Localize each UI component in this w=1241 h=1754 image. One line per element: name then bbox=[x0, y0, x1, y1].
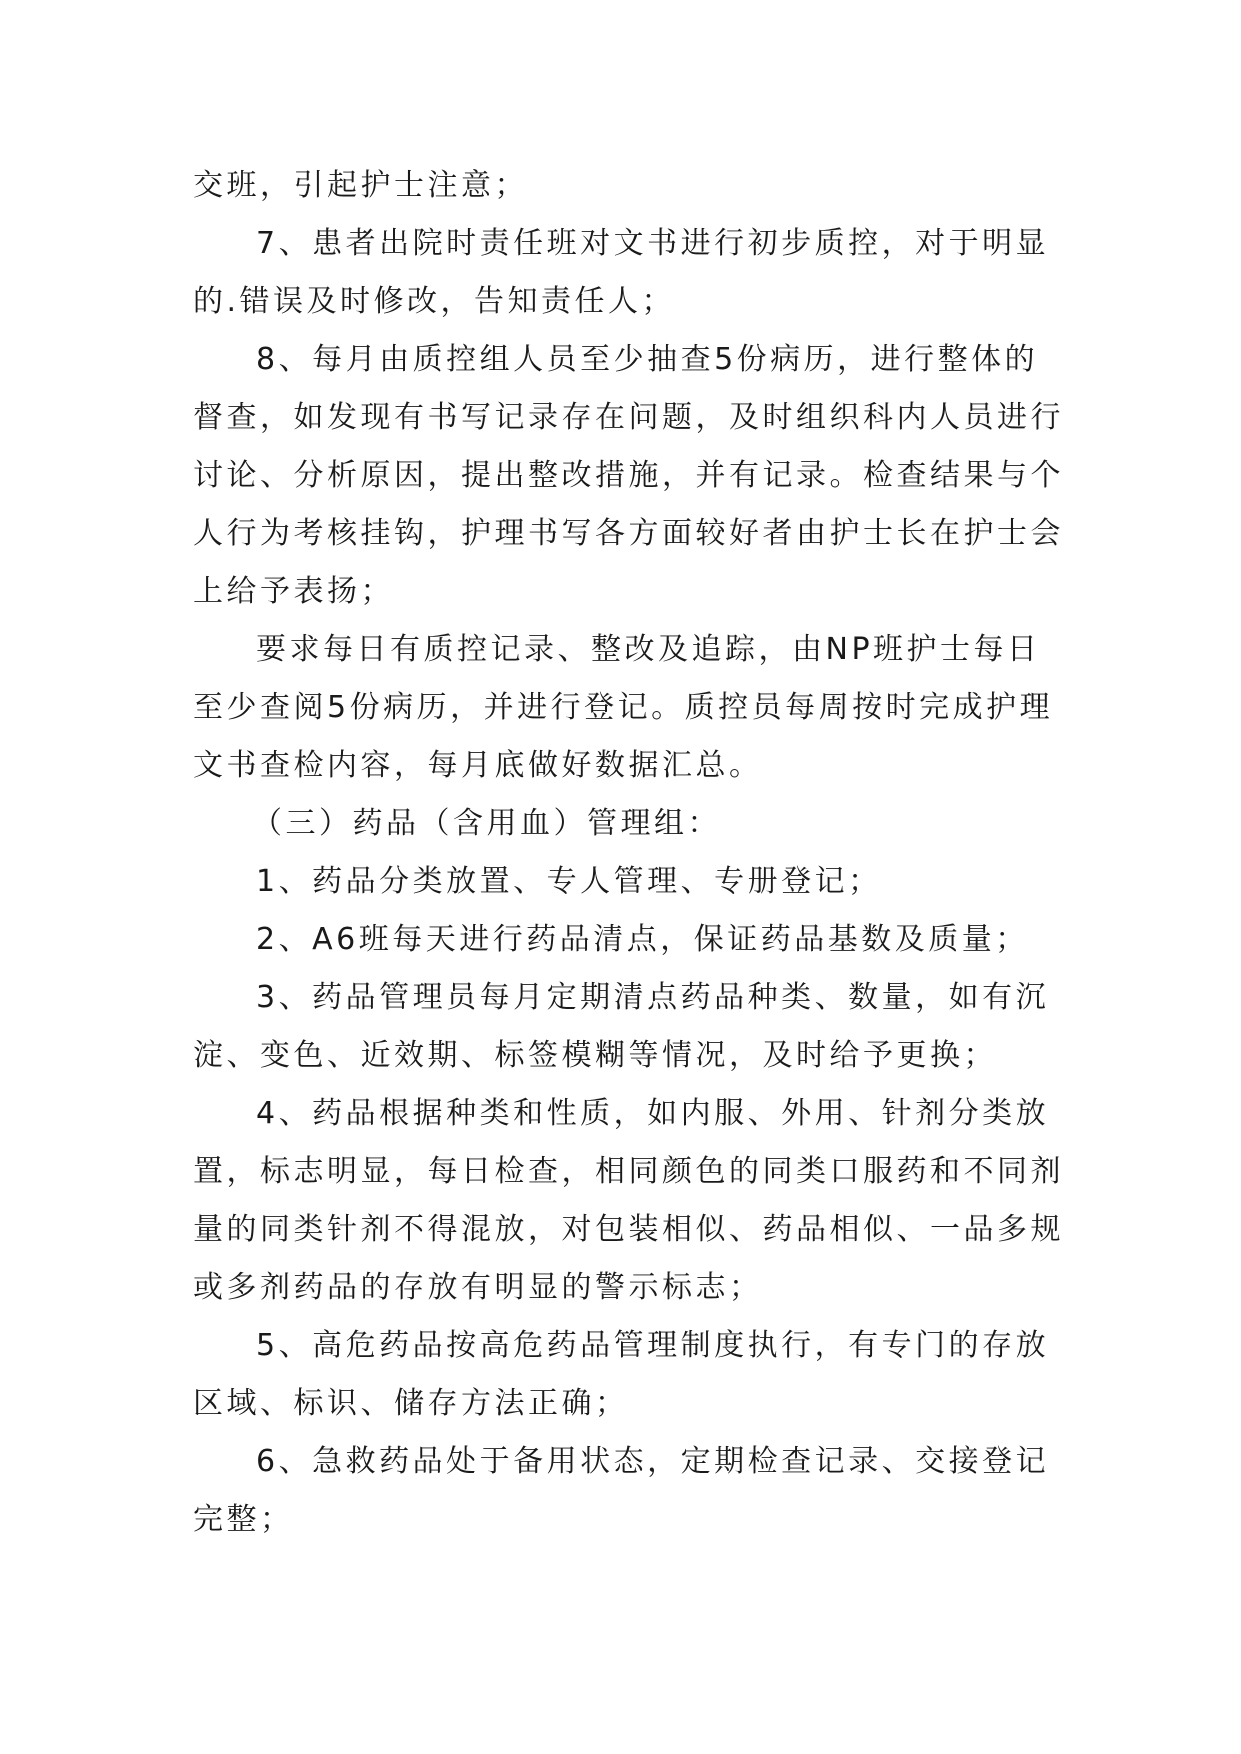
text-line: 淀、变色、近效期、标签模糊等情况，及时给予更换； bbox=[193, 1038, 997, 1073]
text-line: 量的同类针剂不得混放，对包装相似、药品相似、一品多规 bbox=[193, 1212, 1064, 1247]
text-line: 区域、标识、储存方法正确； bbox=[193, 1386, 629, 1421]
text-line: 人行为考核挂钩，护理书写各方面较好者由护士长在护士会 bbox=[193, 516, 1064, 551]
text-line: 讨论、分析原因，提出整改措施，并有记录。检查结果与个 bbox=[193, 458, 1064, 493]
text-line: 7、患者出院时责任班对文书进行初步质控，对于明显 bbox=[256, 226, 1050, 261]
text-line: 至少查阅5份病历，并进行登记。质控员每周按时完成护理 bbox=[193, 690, 1054, 725]
text-line: 的.错误及时修改，告知责任人； bbox=[193, 284, 676, 319]
text-line: 交班，引起护士注意； bbox=[193, 168, 528, 203]
text-line: 8、每月由质控组人员至少抽查5份病历，进行整体的 bbox=[256, 342, 1039, 377]
text-line: 完整； bbox=[193, 1502, 294, 1537]
text-line: 4、药品根据种类和性质，如内服、外用、针剂分类放 bbox=[256, 1096, 1050, 1131]
text-line: 要求每日有质控记录、整改及追踪，由NP班护士每日 bbox=[256, 632, 1041, 667]
text-line: 2、A6班每天进行药品清点，保证药品基数及质量； bbox=[256, 922, 1029, 957]
text-line: 3、药品管理员每月定期清点药品种类、数量，如有沉 bbox=[256, 980, 1050, 1015]
text-line: 文书查检内容，每月底做好数据汇总。 bbox=[193, 748, 763, 783]
text-line: 1、药品分类放置、专人管理、专册登记； bbox=[256, 864, 882, 899]
text-line: 置，标志明显，每日检查，相同颜色的同类口服药和不同剂 bbox=[193, 1154, 1064, 1189]
text-line: 上给予表扬； bbox=[193, 574, 394, 609]
text-line: 6、急救药品处于备用状态，定期检查记录、交接登记 bbox=[256, 1444, 1050, 1479]
text-line: 或多剂药品的存放有明显的警示标志； bbox=[193, 1270, 763, 1305]
text-line: 5、高危药品按高危药品管理制度执行，有专门的存放 bbox=[256, 1328, 1050, 1363]
section-heading: （三）药品（含用血）管理组： bbox=[252, 806, 721, 841]
text-line: 督查，如发现有书写记录存在问题，及时组织科内人员进行 bbox=[193, 400, 1064, 435]
